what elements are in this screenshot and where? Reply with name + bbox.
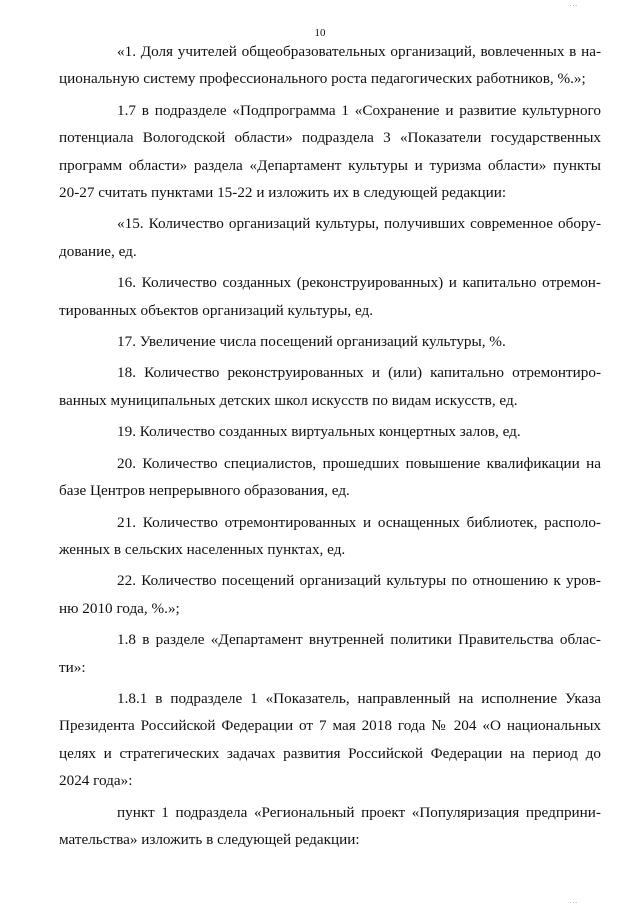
paragraph-7: [88, 418, 601, 445]
text-line: 21. Количество отремонтированных и оснащенных библиотек, располо-: [117, 513, 601, 531]
text-line: циональную систему профессионального роста педагогических работников, %.»;: [59, 70, 586, 88]
text-line: ванных муниципальных детских школ искусств по видам искусств, ед.: [59, 391, 518, 409]
text-line: 1.8 в разделе «Департамент внутренней политики Правительства облас-: [117, 631, 601, 649]
text-line: 16. Количество созданных (реконструированных) и капитально отремон-: [117, 274, 601, 292]
corner-mark-top: ...: [569, 0, 578, 8]
text-line: тированных объектов организаций культуры, ед.: [59, 301, 374, 319]
text-line: целях и стратегических задачах развития Российской Федерации на период до: [59, 744, 601, 762]
text-line: мательства» изложить в следующей редакции:: [59, 830, 360, 848]
corner-mark-bottom: ...: [569, 897, 578, 905]
text-line: ти»:: [59, 658, 86, 676]
text-line: базе Центров непрерывного образования, ед.: [59, 482, 350, 500]
text-line: «15. Количество организаций культуры, получивших современное обору-: [117, 215, 601, 233]
text-line: дование, ед.: [59, 242, 137, 260]
text-line: 19. Количество созданных виртуальных концертных залов, ед.: [117, 423, 521, 441]
text-line: Президента Российской Федерации от 7 мая 2018 года № 204 «О национальных: [59, 717, 601, 735]
text-line: 1.7 в подразделе «Подпрограмма 1 «Сохранение и развитие культурного: [117, 101, 601, 119]
paragraph-1: [59, 38, 601, 93]
text-line: потенциала Вологодской области» подраздела 3 «Показатели государственных: [59, 129, 601, 147]
text-line: 1.8.1 в подразделе 1 «Показатель, направленный на исполнение Указа: [117, 689, 601, 707]
paragraph-9: [59, 509, 601, 564]
text-line: ню 2010 года, %.»;: [59, 599, 180, 617]
paragraph-5: [88, 328, 601, 355]
paragraph-6: [59, 359, 601, 414]
text-line: женных в сельских населенных пунктах, ед.: [59, 540, 346, 558]
paragraph-8: [59, 450, 601, 505]
text-line: 2024 года»:: [59, 772, 133, 790]
text-line: 18. Количество реконструированных и (или) капитально отремонтиро-: [117, 364, 601, 382]
paragraph-3: [59, 210, 601, 265]
page-number: 10: [314, 27, 326, 39]
text-line: пункт 1 подраздела «Региональный проект «Популяризация предприни-: [117, 803, 601, 821]
text-line: «1. Доля учителей общеобразовательных организаций, вовлеченных в на-: [117, 43, 601, 60]
paragraph-2: [59, 97, 601, 207]
text-line: 17. Увеличение числа посещений организаций культуры, %.: [117, 333, 506, 351]
paragraph-12: [59, 685, 601, 795]
text-line: программ области» раздела «Департамент культуры и туризма области» пункты: [59, 156, 601, 174]
text-line: 20. Количество специалистов, прошедших повышение квалификации на: [117, 454, 601, 472]
text-line: 20-27 считать пунктами 15-22 и изложить их в следующей редакции:: [59, 184, 507, 202]
paragraph-13: [59, 799, 601, 854]
paragraph-10: [59, 567, 601, 622]
document-body: [59, 38, 601, 853]
paragraph-4: [59, 269, 601, 324]
text-line: 22. Количество посещений организаций культуры по отношению к уров-: [117, 572, 601, 590]
paragraph-11: [59, 626, 601, 681]
